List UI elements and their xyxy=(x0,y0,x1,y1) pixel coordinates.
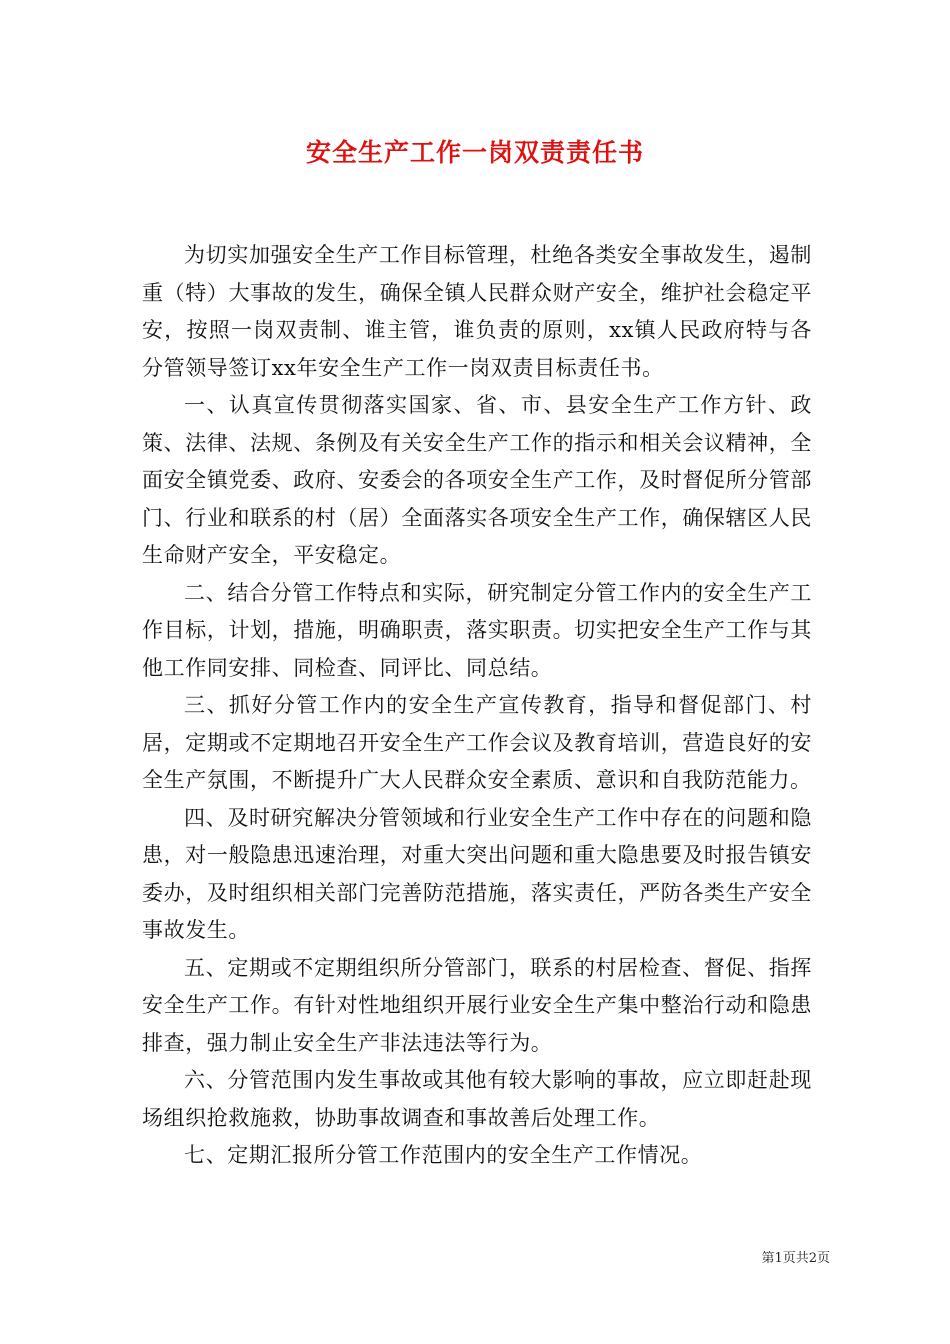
paragraph-item-5: 五、定期或不定期组织所分管部门，联系的村居检查、督促、指挥安全生产工作。有针对性地组织开展行业安全生产集中整治行动和隐患排查，强力制止安全生产非法违法等行为。 xyxy=(142,955,812,1055)
document-body xyxy=(142,237,812,1175)
paragraph-intro: 为切实加强安全生产工作目标管理，杜绝各类安全事故发生，遏制重（特）大事故的发生，确保全镇人民群众财产安全，维护社会稳定平安，按照一岗双责制、谁主管，谁负责的原则，xx镇人民政府特与各分管领导签订xx年安全生产工作一岗双责目标责任书。 xyxy=(142,243,812,380)
paragraph-item-2: 二、结合分管工作特点和实际，研究制定分管工作内的安全生产工作目标，计划，措施，明确职责，落实职责。切实把安全生产工作与其他工作同安排、同检查、同评比、同总结。 xyxy=(142,580,812,680)
paragraph-item-4: 四、及时研究解决分管领域和行业安全生产工作中存在的问题和隐患，对一般隐患迅速治理，对重大突出问题和重大隐患要及时报告镇安委办，及时组织相关部门完善防范措施，落实责任，严防各类生产安全事故发生。 xyxy=(142,805,812,942)
paragraph-item-1: 一、认真宣传贯彻落实国家、省、市、县安全生产工作方针、政策、法律、法规、条例及有关安全生产工作的指示和相关会议精神，全面安全镇党委、政府、安委会的各项安全生产工作，及时督促所分管部门、行业和联系的村（居）全面落实各项安全生产工作，确保辖区人民生命财产安全，平安稳定。 xyxy=(142,393,812,567)
paragraph-item-6: 六、分管范围内发生事故或其他有较大影响的事故，应立即赶赴现场组织抢救施救，协助事故调查和事故善后处理工作。 xyxy=(142,1068,812,1130)
paragraph-item-3: 三、抓好分管工作内的安全生产宣传教育，指导和督促部门、村居，定期或不定期地召开安全生产工作会议及教育培训，营造良好的安全生产氛围，不断提升广大人民群众安全素质、意识和自我防范能力。 xyxy=(142,693,812,792)
page-number: 第1页共2页 xyxy=(761,1251,830,1266)
document-title: 安全生产工作一岗双责责任书 xyxy=(305,138,644,167)
paragraph-item-7: 七、定期汇报所分管工作范围内的安全生产工作情况。 xyxy=(184,1143,703,1167)
